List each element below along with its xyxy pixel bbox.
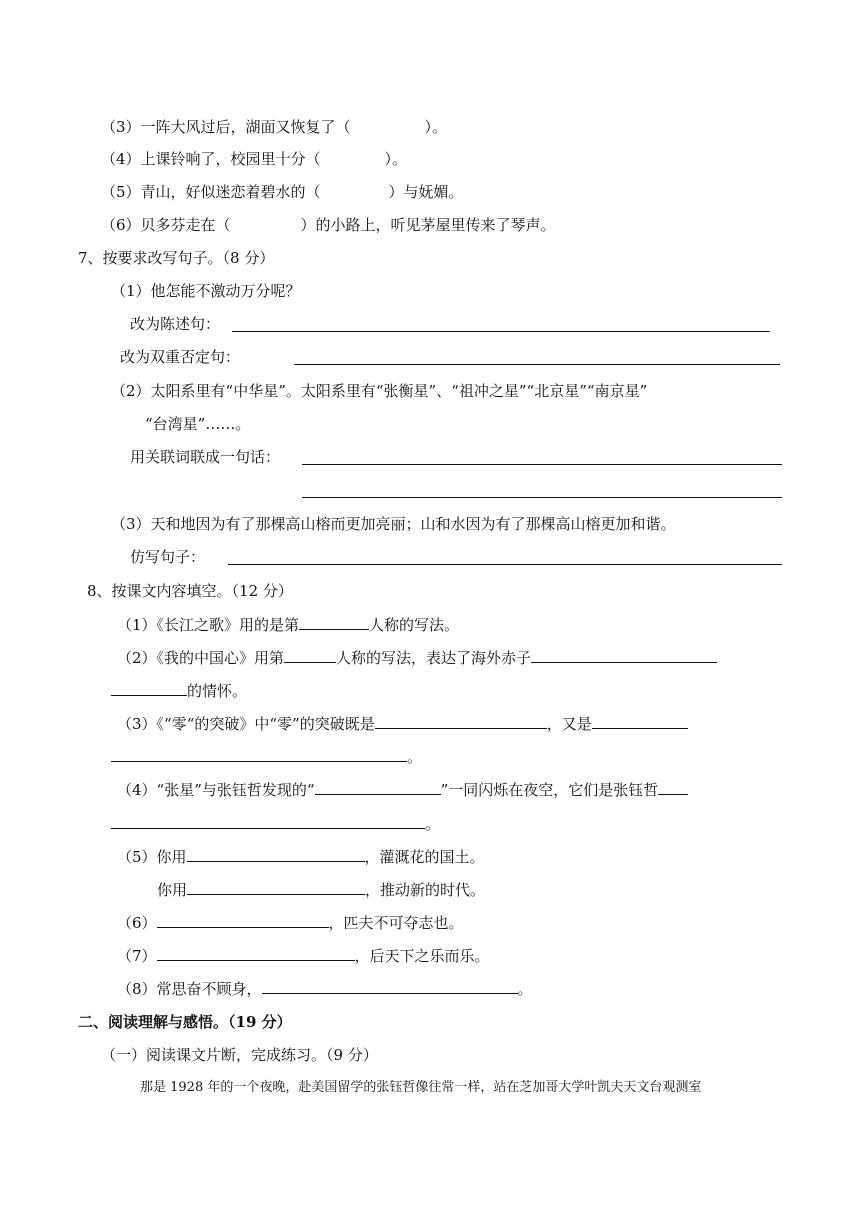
q6-item-3: （3）一阵大风过后，湖面又恢复了（ ）。 (101, 118, 448, 136)
answer-line[interactable] (232, 331, 770, 332)
fill-blank[interactable] (157, 912, 329, 928)
q6-item-4: （4）上课铃响了，校园里十分（ ）。 (101, 150, 408, 168)
q7-sentence-2-line1: （2）太阳系里有“中华星”。太阳系里有“张衡星”、“祖冲之星”“北京星”“南京星” (111, 382, 648, 400)
fill-blank[interactable] (531, 647, 717, 663)
fill-blank[interactable] (187, 879, 365, 895)
q6-item-6: （6）贝多芬走在（ ）的小路上，听见茅屋里传来了琴声。 (101, 216, 556, 234)
fill-blank[interactable] (284, 647, 336, 663)
fill-blank[interactable] (262, 978, 518, 994)
answer-line[interactable] (302, 464, 782, 465)
q8-item-8: （8）常思奋不顾身， 。 (117, 980, 533, 998)
q8-item-4: （4）“张星”与张钰哲发现的“ ”一同闪烁在夜空，它们是张钰哲 (117, 779, 688, 800)
q7-s1-label-declarative: 改为陈述句： (130, 315, 221, 333)
q8-item-1: （1）《长江之歌》用的是第 人称的写法。 (117, 616, 460, 634)
q7-sentence-2-line2: “台湾星”……。 (145, 415, 251, 433)
q7-s1-label-double-negative: 改为双重否定句： (120, 348, 241, 366)
q7-sentence-3: （3）天和地因为有了那棵高山榕而更加亮丽；山和水因为有了那棵高山榕更加和谐。 (111, 515, 676, 533)
q7-title: 7、按要求改写句子。（8 分） (78, 249, 275, 267)
answer-line[interactable] (302, 497, 782, 498)
fill-blank[interactable] (111, 680, 187, 696)
q6-item-5: （5）青山，好似迷恋着碧水的（ ）与妩媚。 (101, 183, 464, 201)
q7-s3-label: 仿写句子： (130, 548, 206, 566)
q8-item-2-cont: 的情怀。 (111, 680, 247, 701)
fill-blank[interactable] (375, 713, 547, 729)
fill-blank[interactable] (157, 945, 355, 961)
fill-blank[interactable] (299, 614, 369, 630)
q8-item-3: （3）《“零“的突破》中“零”的突破既是 ，又是 (117, 713, 688, 734)
reading-passage: 那是 1928 年的一个夜晚，赴美国留学的张钰哲像往常一样，站在芝加哥大学叶凯夫天文台观测室 (140, 1080, 702, 1095)
q8-item-4-cont: 。 (111, 813, 440, 834)
fill-blank[interactable] (658, 779, 688, 795)
q8-item-3-cont: 。 (111, 746, 422, 767)
section-2-title: 二、阅读理解与感悟。（19 分） (78, 1013, 292, 1031)
answer-line[interactable] (228, 564, 782, 565)
fill-blank[interactable] (315, 779, 441, 795)
q8-item-7: （7） ，后天下之乐而乐。 (117, 947, 490, 965)
q7-s2-label: 用关联词联成一句话： (130, 448, 281, 466)
q8-item-5b: 你用 ，推动新的时代。 (157, 881, 486, 899)
section-2-subtitle: （一）阅读课文片断，完成练习。（9 分） (101, 1046, 378, 1064)
q8-item-6: （6） ，匹夫不可夺志也。 (117, 914, 464, 932)
q7-sentence-1: （1）他怎能不激动万分呢？ (111, 282, 301, 300)
answer-line[interactable] (294, 364, 780, 365)
q8-item-2: （2）《我的中国心》用第 人称的写法，表达了海外赤子 (117, 647, 717, 668)
fill-blank[interactable] (111, 813, 425, 829)
q8-title: 8、按课文内容填空。（12 分） (87, 582, 293, 600)
fill-blank[interactable] (111, 746, 407, 762)
fill-blank[interactable] (187, 846, 365, 862)
fill-blank[interactable] (592, 713, 688, 729)
q8-item-5a: （5）你用 ，灌溉花的国土。 (117, 848, 485, 866)
